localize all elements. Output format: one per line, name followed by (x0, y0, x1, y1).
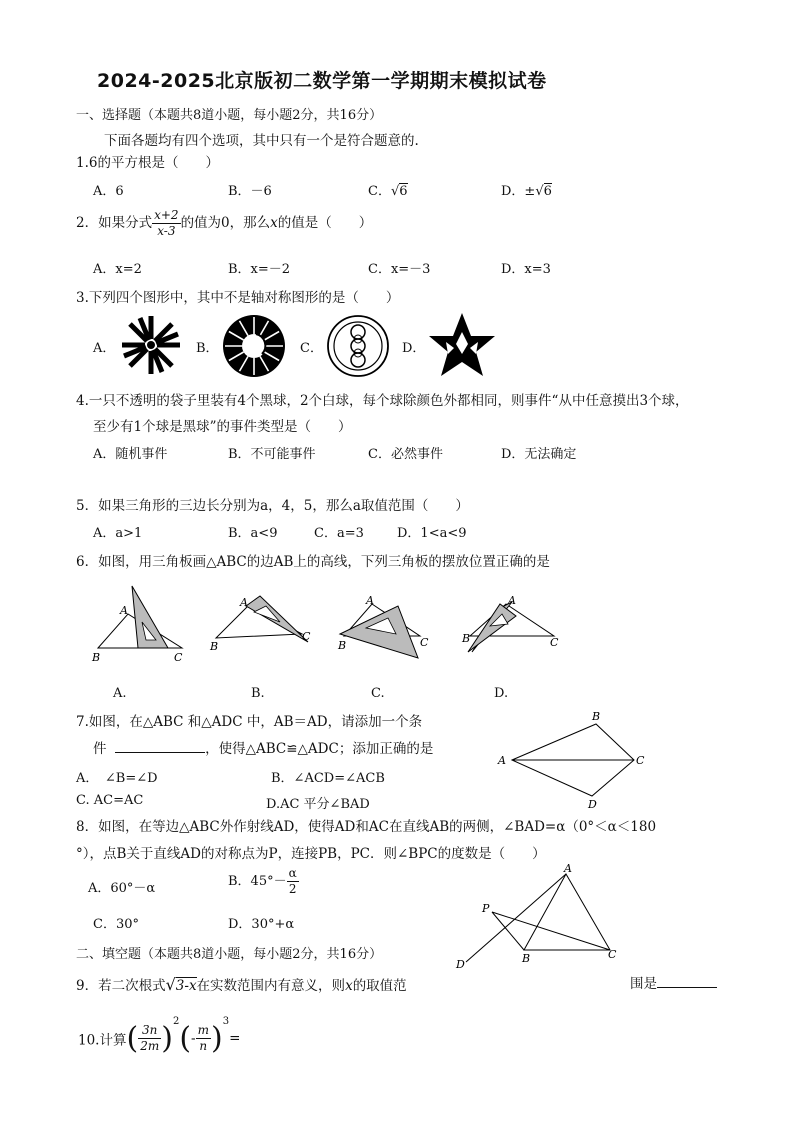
star-figure-icon (428, 312, 496, 378)
q7-label-c: C (636, 754, 645, 767)
q8-label-a: A (564, 862, 572, 875)
q6c-label-c: C (420, 636, 429, 649)
q4-option-d: D．无法确定 (501, 447, 577, 462)
q6b-label-a: A (240, 596, 248, 609)
q5-option-c: C．a=3 (314, 526, 364, 541)
q8-label-c: C (608, 948, 617, 961)
q6-figure-a (90, 584, 190, 666)
starburst-figure-icon (120, 314, 182, 376)
section-instruction: 下面各题均有四个选项，其中只有一个是符合题意的. (104, 133, 419, 149)
spiral-ring-figure-icon (222, 314, 286, 378)
q6-figure-c (336, 594, 436, 660)
sqrt-icon: √ (535, 184, 544, 199)
q4-option-b: B．不可能事件 (228, 447, 316, 462)
q10-stem: 10.计算( $\frac{3n}{2m}$ )$^2$(- $\frac{m}{n}$ )$^3$= (78, 1016, 241, 1056)
q8-label-d: D (456, 958, 465, 971)
q7-kite-figure (496, 708, 656, 812)
q5-option-a: A．a>1 (93, 526, 143, 541)
q6-option-a: A. (113, 686, 127, 701)
q6a-label-a: A (120, 604, 128, 617)
q8-option-b: B．45°－ $\frac{\alpha}{2}$ (228, 866, 297, 896)
q6c-label-a: A (366, 594, 374, 607)
q8-option-c: C．30° (93, 917, 139, 932)
q8-option-a: A．60°－α (88, 881, 156, 896)
q4-option-a: A．随机事件 (93, 447, 168, 462)
q8-option-d: D．30°+α (228, 917, 295, 932)
q1-option-b: B．－6 (228, 184, 272, 199)
q5-option-b: B．a<9 (228, 526, 278, 541)
q1-option-c: C．√6 (368, 184, 408, 199)
q5-option-d: D．1<a<9 (397, 526, 467, 541)
q7-label-b: B (592, 710, 601, 723)
q8-stem-line2: °），点B关于直线AD的对称点为P，连接PB，PC．则∠BPC的度数是（ ） (76, 846, 546, 862)
q3-option-c: C． (300, 341, 323, 356)
q7-option-a: A． ∠B=∠D (76, 771, 158, 786)
q6-figure-b (210, 594, 320, 654)
q9-stem-end: 围是 (630, 972, 717, 992)
q4-stem-line2: 至少有1个球是黑球”的事件类型是（ ） (93, 419, 352, 435)
q7-label-a: A (498, 754, 506, 767)
q3-stem: 3.下列四个图形中，其中不是轴对称图形的是（ ） (76, 290, 400, 306)
q9-answer-blank[interactable] (657, 987, 717, 988)
q8-stem-line1: 8．如图，在等边△ABC外作射线AD，使得AD和AC在直线AB的两侧，∠BAD=α（0°＜α＜180 (76, 819, 657, 835)
q6b-label-b: B (210, 640, 219, 653)
q1-option-a: A．6 (93, 184, 124, 199)
q7-answer-blank[interactable] (115, 752, 205, 753)
q6-option-b: B. (251, 686, 265, 701)
q2-stem: 2．如果分式 $\frac{x+2}{x-3}$ 的值为0，那么x的值是（ ） (76, 208, 373, 238)
q9-stem: 9．若二次根式√3-x在实数范围内有意义，则x的取值范 (76, 975, 407, 994)
q6-figure-d (460, 594, 564, 656)
q7-option-c: C. AC=AC (76, 793, 144, 808)
q7-stem-line1: 7.如图，在△ABC 和△ADC 中，AB＝AD，请添加一个条 (76, 714, 423, 730)
q6c-label-b: B (338, 639, 347, 652)
q2-fraction: $\frac{x+2}{x-3}$ (154, 208, 179, 238)
q3-option-a: A． (93, 341, 116, 356)
q6-stem: 6．如图，用三角板画△ABC的边AB上的高线，下列三角板的摆放位置正确的是 (76, 554, 550, 570)
q6a-label-b: B (92, 651, 101, 664)
q3-option-b: B． (196, 341, 219, 356)
q2-option-a: A．x=2 (93, 262, 142, 277)
q7-stem-line2: 件 ，使得△ABC≌△ADC；添加正确的是 (93, 741, 434, 757)
q6d-label-a: A (508, 594, 516, 607)
q6-option-c: C. (371, 686, 385, 701)
q2-option-c: C．x=－3 (368, 262, 431, 277)
q3-option-d: D． (402, 341, 426, 356)
nested-circles-figure-icon (326, 314, 390, 378)
q6d-label-b: B (462, 632, 471, 645)
q7-option-b: B．∠ACD=∠ACB (271, 771, 385, 786)
q4-stem-line1: 4.一只不透明的袋子里装有4个黑球，2个白球，每个球除颜色外都相同，则事件“从中任意摸出3个球， (76, 393, 689, 409)
q6d-label-c: C (550, 636, 559, 649)
q8-triangle-figure (452, 862, 622, 974)
sqrt-icon: √ (390, 184, 400, 199)
q7-option-d: D.AC 平分∠BAD (266, 797, 370, 812)
q6-option-d: D. (494, 686, 509, 701)
q2-option-d: D．x=3 (501, 262, 551, 277)
q6a-label-c: C (174, 651, 183, 664)
q5-stem: 5．如果三角形的三边长分别为a，4，5，那么a取值范围（ ） (76, 498, 469, 514)
q6b-label-c: C (302, 630, 311, 643)
q8-label-p: P (482, 902, 490, 915)
page-title: 2024-2025北京版初二数学第一学期期末模拟试卷 (97, 70, 547, 92)
section-heading-choice: 一、选择题（本题共8道小题，每小题2分，共16分） (76, 108, 383, 123)
q2-option-b: B．x=－2 (228, 262, 291, 277)
sqrt-icon: √ (165, 975, 176, 994)
q7-label-d: D (588, 798, 597, 811)
q1-stem: 1.6的平方根是（ ） (76, 155, 219, 171)
q8-label-b: B (522, 952, 531, 965)
q1-option-d: D．±√6 (501, 184, 552, 199)
q4-option-c: C．必然事件 (368, 447, 443, 462)
section-heading-fill: 二、填空题（本题共8道小题，每小题2分，共16分） (76, 947, 383, 962)
